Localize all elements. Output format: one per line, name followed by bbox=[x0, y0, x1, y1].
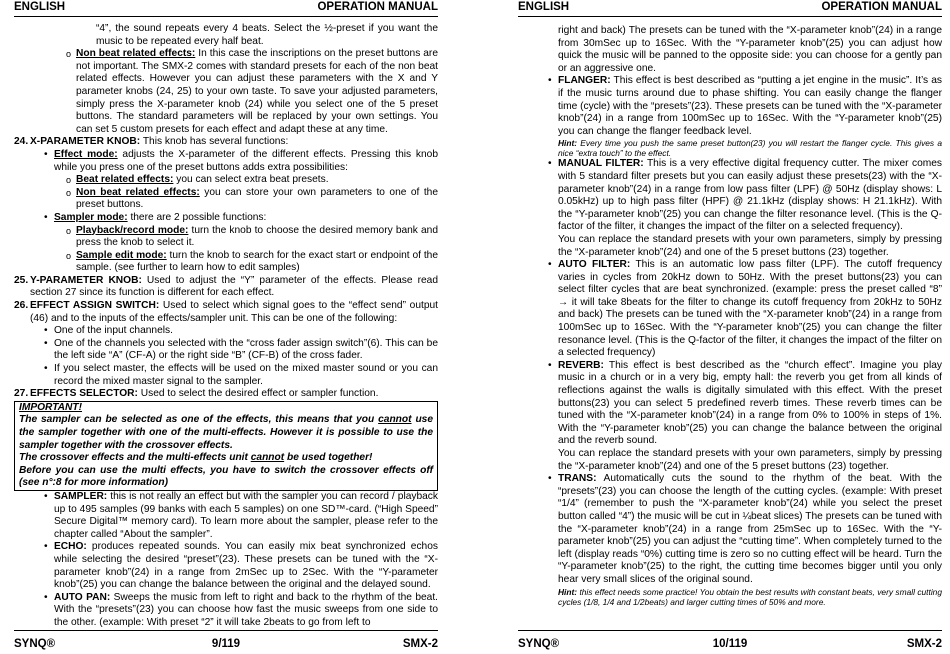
reverb-title: REVERB: bbox=[558, 359, 604, 371]
item-26-b1-text: One of the input channels. bbox=[54, 325, 173, 337]
hint-label: Hint: bbox=[558, 586, 578, 597]
item-26-text: Used to select which signal goes to the “effect send” output (46) and to the inputs of the effects/sampler unit. This can be one of the following: bbox=[30, 300, 438, 324]
item-27-number: 27. bbox=[14, 388, 29, 400]
right-footer-model: SMX-2 bbox=[906, 638, 942, 650]
item-24-number: 24. bbox=[14, 136, 29, 148]
manual-filter-p2: You can replace the standard presets with your own parameters, simply by pressing the “X-parameter knob”(24) and one of the 5 preset buttons (23) together. bbox=[558, 233, 942, 258]
important-line-3: Before you can use the multi effects, you have to switch the crossover effects off (see n°:8 for more information) bbox=[19, 464, 433, 489]
circle-bullet-icon: o bbox=[66, 225, 72, 236]
beat-title: Beat related effects: bbox=[76, 174, 174, 186]
echo-title: ECHO: bbox=[54, 541, 87, 553]
left-body bbox=[14, 23, 438, 630]
auto-filter-title: AUTO FILTER: bbox=[558, 259, 631, 271]
bullet-icon: • bbox=[44, 325, 48, 337]
bullet-icon: • bbox=[44, 363, 48, 375]
bullet-icon: • bbox=[548, 259, 552, 271]
bullet-icon: • bbox=[548, 75, 552, 87]
nonbeat2-title: Non beat related effects: bbox=[76, 186, 200, 198]
important-line-1 bbox=[19, 414, 433, 452]
sampler-mode-title: Sampler mode: bbox=[54, 211, 128, 223]
bullet-icon: • bbox=[44, 490, 48, 502]
bullet-icon: • bbox=[44, 541, 48, 553]
trans-item bbox=[518, 473, 942, 586]
sample-edit-item bbox=[14, 250, 438, 275]
flanger-hint bbox=[518, 138, 942, 158]
beat-related-item bbox=[14, 174, 438, 187]
autopan-continuation: “4”, the sound repeats every 4 beats. Select the ½-preset if you want the music to be repeated every half beat. bbox=[96, 23, 438, 47]
left-header bbox=[14, 0, 438, 17]
item-26-b2-text: One of the channels you selected with the “cross fader assign switch”(6). This can be the left side “A” (CF-A) or the right side “B” (CF-B) of the cross fader. bbox=[54, 337, 438, 362]
item-26-b3-text: If you select master, the effects will be used on the mixed master sound or you can record the mixed master signal to the sampler. bbox=[54, 363, 438, 387]
autopan-continuation-right: right and back) The presets can be tuned with the “X-parameter knob”(24) in a range from 30mSec up to 16Sec. With the “Y-parameter knob”(25) you can adjust how quick the music will be panned to the opposite side: you can choose for a gently pan or an aggressive one. bbox=[558, 25, 942, 74]
auto-filter-item bbox=[518, 259, 942, 360]
right-footer-page-number: 10/119 bbox=[712, 638, 748, 650]
manual-filter-item bbox=[518, 158, 942, 234]
autopan-item bbox=[14, 592, 438, 630]
sample-edit-text: turn the knob to search for the exact start or endpoint of the sample. (see further to learn how to edit samples) bbox=[76, 249, 438, 274]
item-25-text: Used to adjust the “Y” parameter of the effects. Please read section 27 since its function is different for each effect. bbox=[30, 274, 439, 299]
important-title: IMPORTANT! bbox=[19, 401, 83, 413]
echo-text: produces repeated sounds. You can easily mix beat synchronized echos while selecting the desired “preset”(23). These presets can be tuned with the “X-parameter knob”(24) in a range from 2mSec up to 2Sec. With the “Y-parameter knob”(25) you can change the balance between the original and the delayed sound. bbox=[54, 541, 438, 591]
echo-item bbox=[14, 541, 438, 591]
autopan-title: AUTO PAN: bbox=[54, 591, 111, 603]
sampler-title: SAMPLER: bbox=[54, 490, 108, 502]
effect-mode-item bbox=[14, 149, 438, 174]
right-footer-brand: SYNQ® bbox=[518, 638, 560, 650]
important-l1-cannot: cannot bbox=[378, 414, 412, 426]
manual-filter-text: This is a very effective digital frequency cutter. The mixer comes with 5 standard filter presets but you can easily adjust these presets(23) with the “X-parameter knob”(24) in a range from low pass filter (LPF) @ 50Hz (display shows: L 0.05kHz) up to high pass filter (HPF) @ 21.1kHz (display shows: H 21.1kHz). With the “Y-parameter knob”(25) you can change the filter resonance level. (This is the Q-factor of the filter, it changes the impact of the filter on a selected frequency). bbox=[558, 158, 942, 233]
sample-edit-title: Sample edit mode: bbox=[76, 249, 167, 261]
sampler-item bbox=[14, 491, 438, 541]
reverb-text: This effect is best described as the “church effect”. Imagine you play music in a church or in a very big, empty hall: the reverb you get from all kinds of reflections against the walls is digitally simulated with this effect. With the preset buttons(23) you can select 5 predefined reverb times. These reverb times can be tuned with the “X-parameter knob”(24) in a range from 0% to 100% in steps of 1%. With the “Y-parameter knob”(25) you can change the balance between the original and the reverb sound. bbox=[558, 359, 942, 447]
bullet-icon: • bbox=[548, 359, 552, 371]
item-24 bbox=[14, 136, 438, 149]
effect-mode-title: Effect mode: bbox=[54, 148, 118, 160]
auto-filter-text: This is an automatic low pass filter (LPF). The cutoff frequency varies in cycles from 20kHz down to 50Hz. With the preset buttons(23) you can select filter cycles that are beat synchronized. (example: press the preset called “8” → it will take 8beats for the filter to change its cutoff frequency from 20kHz to 50Hz and back) The presets can be tuned with the “X-parameter knob”(24) in a range from 100mSec up to 16Sec. With the “Y-parameter knob”(25) you can change the filter resonance level. (This is the Q-factor of the filter, it changes the impact of the filter on a selected frequency) bbox=[558, 259, 942, 359]
bullet-icon: • bbox=[548, 158, 552, 170]
playback-title: Playback/record mode: bbox=[76, 224, 189, 236]
playback-text: turn the knob to choose the desired memory bank and press the knob to select it. bbox=[76, 224, 439, 249]
left-page bbox=[14, 0, 438, 654]
item-26-title: EFFECT ASSIGN SWITCH: bbox=[30, 300, 160, 312]
important-line-2 bbox=[19, 452, 433, 465]
right-header bbox=[518, 0, 942, 17]
reverb-item bbox=[518, 360, 942, 448]
bullet-icon: • bbox=[44, 211, 48, 223]
left-header-title: OPERATION MANUAL bbox=[317, 1, 438, 13]
left-footer-brand: SYNQ® bbox=[14, 638, 56, 650]
circle-bullet-icon: o bbox=[66, 175, 72, 186]
flanger-item bbox=[518, 75, 942, 138]
right-footer bbox=[518, 630, 942, 651]
nonbeat-effects-item bbox=[14, 48, 438, 136]
item-26-bullet-1 bbox=[14, 325, 438, 338]
right-header-language: ENGLISH bbox=[518, 1, 570, 13]
flanger-title: FLANGER: bbox=[558, 75, 611, 87]
right-header-title: OPERATION MANUAL bbox=[821, 1, 942, 13]
item-25 bbox=[14, 275, 438, 300]
trans-title: TRANS: bbox=[558, 473, 597, 485]
left-footer-model: SMX-2 bbox=[402, 638, 438, 650]
manual-filter-title: MANUAL FILTER: bbox=[558, 158, 644, 170]
item-25-title: Y-PARAMETER KNOB: bbox=[30, 274, 142, 286]
item-27-title: EFFECTS SELECTOR: bbox=[30, 388, 138, 400]
hint-label: Hint: bbox=[558, 138, 578, 149]
item-27-text: Used to select the desired effect or sampler function. bbox=[137, 388, 379, 400]
circle-bullet-icon: o bbox=[66, 49, 72, 60]
bullet-icon: • bbox=[548, 473, 552, 485]
nonbeat-title: Non beat related effects: bbox=[76, 48, 196, 60]
right-page bbox=[518, 0, 942, 654]
important-box bbox=[14, 401, 438, 491]
important-l1b: use the sampler together with one of the multi-effects. However it is possible to use the sampler together with the crossover effects. bbox=[19, 414, 433, 451]
nonbeat-store-item bbox=[14, 187, 438, 212]
circle-bullet-icon: o bbox=[66, 187, 72, 198]
important-l2b: be used together! bbox=[284, 452, 373, 464]
nonbeat2-text: you can store your own parameters to one of the preset buttons. bbox=[76, 186, 438, 211]
bullet-icon: • bbox=[44, 148, 48, 160]
left-footer-page-number: 9/119 bbox=[211, 638, 241, 650]
hint-text: this effect needs some practice! You obtain the best results with constant beats, very small cutting cycles (1/8, 1/4 and 1/2beats) and larger cutting times of 50% and more. bbox=[558, 586, 942, 607]
beat-text: you can select extra beat presets. bbox=[173, 174, 329, 186]
item-26-bullet-3 bbox=[14, 363, 438, 388]
left-header-language: ENGLISH bbox=[14, 1, 66, 13]
effect-mode-text: adjusts the X-parameter of the different effects. Pressing this knob while you press one of the preset buttons adds extra possibilities: bbox=[54, 148, 439, 173]
item-24-text: This knob has several functions: bbox=[140, 136, 289, 148]
important-l1a: The sampler can be selected as one of the effects, this means that you bbox=[19, 414, 379, 426]
trans-hint bbox=[518, 587, 942, 607]
bullet-icon: • bbox=[44, 591, 48, 603]
sampler-mode-item bbox=[14, 212, 438, 225]
item-24-title: X-PARAMETER KNOB: bbox=[30, 136, 141, 148]
item-27 bbox=[14, 388, 438, 401]
reverb-p2: You can replace the standard presets with your own parameters, simply by pressing the “X-parameter knob”(24) and one of the 5 preset buttons (23) together. bbox=[558, 448, 942, 472]
circle-bullet-icon: o bbox=[66, 250, 72, 261]
important-l2-cannot: cannot bbox=[250, 452, 285, 464]
autopan-text: Sweeps the music from left to right and back to the rhythm of the beat. With the “presets”(23) you can choose how fast the music sweeps from one side to the other. (example: With preset “2” it will take 2beats to go from left to bbox=[54, 591, 438, 628]
item-26 bbox=[14, 300, 438, 325]
bullet-icon: • bbox=[44, 337, 48, 349]
trans-text: Automatically cuts the sound to the rhythm of the beat. With the “presets”(23) you can choose the length of the cutting cycles. (example: With preset “1/4” (remember to push the “X-parameter knob”(24) while you select the preset button called “4”) the music will be cut in ¼beat slices) The presets can be tuned with the “X-parameter knob”(24) in a range from 25mSec up to 16Sec. With the “Y-parameter knob”(25) you can adjust the “cutting time”. When completely turned to the left (display reads “0%) cutting time is zero so no cutting effect will be heard. Turn the “Y-parameter knob”(25) to the right, the cutting time becomes bigger until you only hear very small slices of the original sound. bbox=[558, 473, 942, 585]
item-25-number: 25. bbox=[14, 274, 29, 286]
item-26-number: 26. bbox=[14, 300, 29, 312]
left-footer bbox=[14, 630, 438, 651]
hint-text: Every time you push the same preset button(23) you will restart the flanger cycle. This gives a nice “extra touch” to the effect. bbox=[558, 138, 942, 159]
right-body bbox=[518, 25, 942, 607]
sampler-text: this is not really an effect but with the sampler you can record / playback up to 495 samples (99 banks with each 5 samples) on one SD™-card. (“High Speed” Secure Digital™ memory card). To learn more about the sampler, please refer to the chapter called “About the sampler”. bbox=[54, 490, 438, 540]
item-26-bullet-2 bbox=[14, 338, 438, 363]
flanger-text: This effect is best described as “putting a jet engine in the music”. It’s as if the music turns around due to phase shifting. You can easily change the flanger time (cycle) with the “presets”(23). These presets can be tuned with the “X-parameter knob”(24) in a range from 100mSec up to 16Sec. With the “Y-parameter knob”(25) you can change the flanger feedback level. bbox=[558, 75, 942, 137]
nonbeat-text: In this case the inscriptions on the preset buttons are not important. The SMX-2 comes with standard presets for each of the non beat related effects. However you can adjust these parameters with the X and Y parameter knobs (24, 25) to your own taste. To save your adjusted parameters, simply press the X-parameter knob (24) while you select one of the 5 preset buttons. The standard parameters will be replaced by your own settings. You can set 5 custom presets for each effect and adapt these at any time. bbox=[76, 48, 438, 135]
important-l2a: The crossover effects and the multi-effects unit bbox=[19, 452, 251, 464]
sampler-mode-text: there are 2 possible functions: bbox=[127, 211, 267, 223]
playback-item bbox=[14, 225, 438, 250]
